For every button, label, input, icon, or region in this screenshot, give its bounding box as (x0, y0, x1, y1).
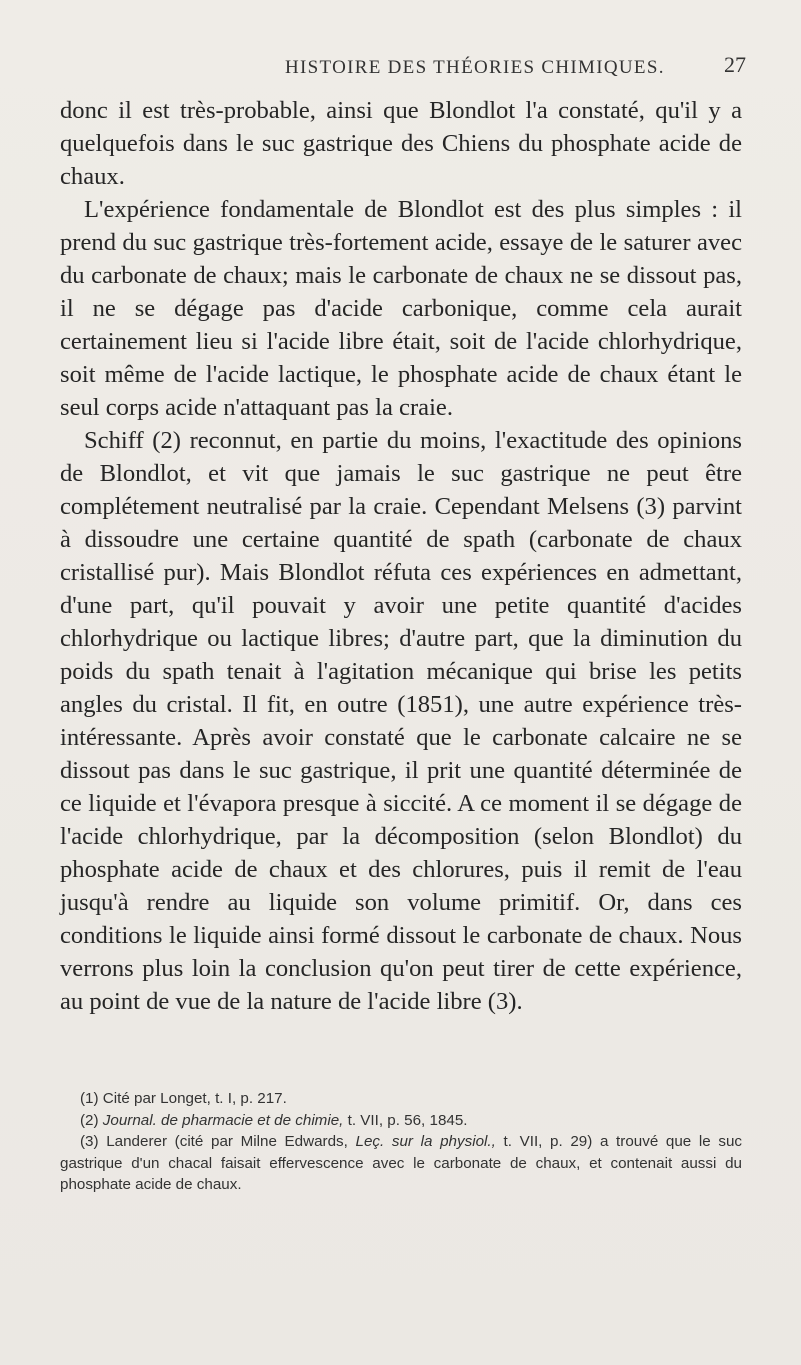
page-number: 27 (724, 52, 746, 77)
footnote-3-title: Leç. sur la physiol., (355, 1133, 496, 1150)
footnote-2-title: Journal. de pharmacie et de chimie, (102, 1111, 344, 1129)
footnote-3 (60, 1131, 742, 1196)
footnote-2-marker: (2) (80, 1111, 103, 1129)
footnote-2-rest: t. VII, p. 56, 1845. (343, 1111, 468, 1129)
body-text (60, 94, 742, 1018)
running-head: HISTOIRE DES THÉORIES CHIMIQUES. (285, 57, 665, 78)
page-header (0, 52, 801, 87)
footnotes (60, 1088, 742, 1196)
footnote-1: (1) Cité par Longet, t. I, p. 217. (80, 1090, 287, 1107)
paragraph-2: L'expérience fondamentale de Blondlot est des plus simples : il prend du suc gastrique très-fortement acide, essaye de le saturer avec du carbonate de chaux; mais le carbonate de chaux ne se dissout pas, il ne se dégage pas d'acide carbonique, comme cela aurait certainement lieu si l'acide libre était, soit de l'acide chlorhydrique, soit même de l'acide lactique, le phosphate acide de chaux étant le seul corps acide n'attaquant pas la craie. (60, 196, 742, 421)
paragraph-3: Schiff (2) reconnut, en partie du moins, l'exactitude des opinions de Blondlot, et vit que jamais le suc gastrique ne peut être complétement neutralisé par la craie. Cependant Melsens (3) parvint à dissoudre une certaine quantité de spath (carbonate de chaux cristallisé pur). Mais Blondlot réfuta ces expériences en admettant, d'une part, qu'il pouvait y avoir une petite quantité d'acides chlorhydrique ou lactique libres; d'autre part, que la diminution du poids du spath tenait à l'agitation mécanique qui brise les petits angles du cristal. Il fit, en outre (1851), une autre expérience très-intéressante. Après avoir constaté que le carbonate calcaire ne se dissout pas dans le suc gastrique, il prit une quantité déterminée de ce liquide et l'évapora presque à siccité. A ce moment il se dégage de l'acide chlorhydrique, par la décomposition (selon Blondlot) du phosphate acide de chaux et des chlorures, puis il remit de l'eau jusqu'à rendre au liquide son volume primitif. Or, dans ces conditions le liquide ainsi formé dissout le carbonate de chaux. Nous verrons plus loin la conclusion qu'on peut tirer de cette expérience, au point de vue de la nature de l'acide libre (3). (60, 427, 742, 1015)
paragraph-1: donc il est très-probable, ainsi que Blondlot l'a constaté, qu'il y a quelquefois dans le suc gastrique des Chiens du phosphate acide de chaux. (60, 97, 742, 190)
footnote-2 (60, 1110, 742, 1132)
footnote-3-rest: t. VII, p. 29) a trouvé que le suc gastrique d'un chacal faisait effervescence avec le carbonate de chaux, et contenait aussi du phosphate acide de chaux. (60, 1133, 743, 1193)
footnote-3-lead: (3) Landerer (cité par Milne Edwards, (80, 1133, 356, 1150)
